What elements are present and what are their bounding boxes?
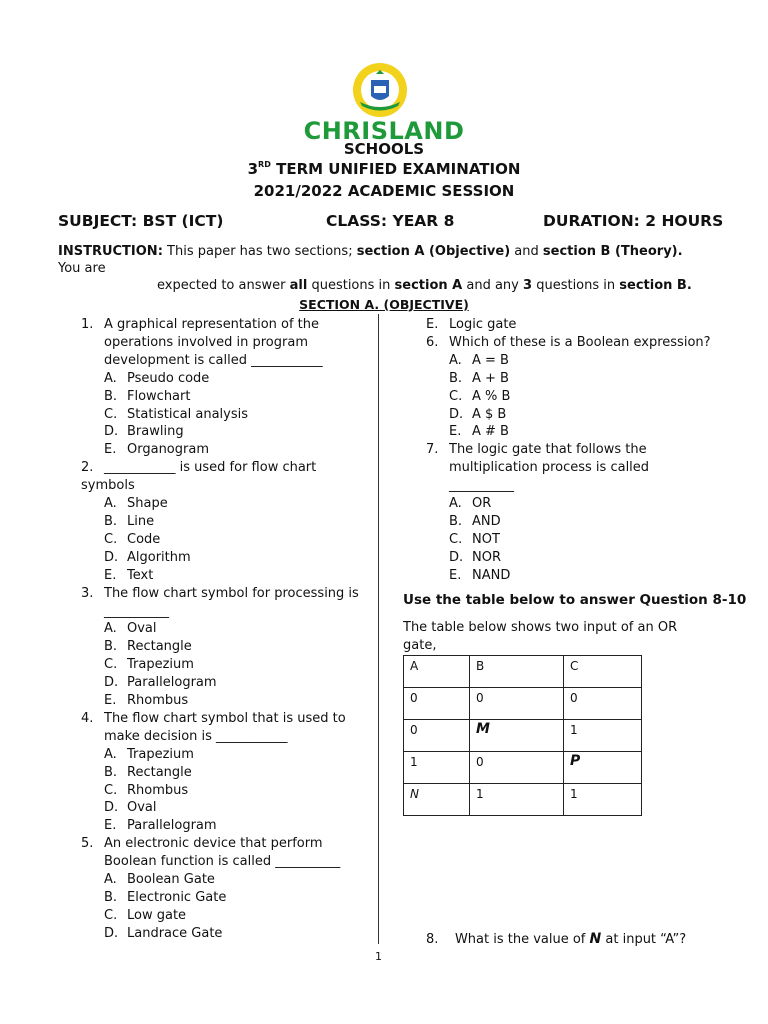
question-6: 6. Which of these is a Boolean expression? A. A = B B. A + B C. A % B D. A $ B E. A # B — [426, 334, 726, 441]
table-cell: 1 — [470, 784, 564, 816]
option-d[interactable]: D. Parallelogram — [104, 675, 217, 691]
table-cell: 1 — [404, 752, 470, 784]
table-row — [404, 656, 642, 688]
option-b[interactable]: B. Rectangle — [104, 639, 192, 655]
exam-title: 3RD TERM UNIFIED EXAMINATION — [247, 160, 521, 178]
question-3: 3. The flow chart symbol for processing is __________ A. Oval B. Rectangle C. Trapezium D. Parallelogram E. Rhombus — [81, 585, 371, 710]
table-row — [404, 688, 642, 720]
option-d[interactable]: D. A $ B — [449, 406, 507, 422]
option-a[interactable]: A. Trapezium — [104, 746, 194, 762]
option-d[interactable]: D. NOR — [449, 549, 501, 565]
table-cell: 0 — [404, 720, 470, 752]
option-e[interactable]: E. Organogram — [104, 442, 209, 458]
option-a[interactable]: A. Shape — [104, 496, 168, 512]
table-row — [404, 752, 642, 784]
page-number: 1 — [375, 950, 382, 963]
option-e[interactable]: E. NAND — [449, 567, 511, 583]
question-4: 4. The flow chart symbol that is used to make decision is ___________ A. Trapezium B. Rectangle C. Rhombus D. Oval E. Parallelogram — [81, 710, 371, 835]
option-c[interactable]: C. Statistical analysis — [104, 406, 248, 422]
table-cell: C — [564, 656, 642, 688]
section-a-heading: SECTION A. (OBJECTIVE) — [299, 297, 469, 312]
option-c[interactable]: C. Rhombus — [104, 782, 189, 798]
question-5-option-e[interactable]: E. Logic gate — [426, 317, 517, 332]
instruction-block: INSTRUCTION: This paper has two sections; section A (Objective) and section B (Theory). You are expected to answer all questions in section A and any 3 questions in section B. — [58, 244, 692, 293]
option-b[interactable]: B. Line — [104, 513, 155, 529]
table-intro-text: The table below shows two input of an OR gate, — [403, 620, 678, 653]
option-c[interactable]: C. A % B — [449, 388, 511, 404]
table-cell: 0 — [470, 688, 564, 720]
table-cell: A — [404, 656, 470, 688]
question-7: 7. The logic gate that follows the multiplication process is called __________ A. OR B. AND C. NOT D. NOR E. NAND — [426, 441, 726, 584]
option-e[interactable]: E. Text — [104, 567, 154, 583]
option-b[interactable]: B. Rectangle — [104, 764, 192, 780]
option-b[interactable]: B. AND — [449, 513, 501, 529]
school-brand-name: CHRISLAND — [303, 117, 465, 145]
option-e[interactable]: E. Parallelogram — [104, 818, 217, 834]
option-d[interactable]: D. Algorithm — [104, 549, 191, 565]
table-cell-m: M — [470, 720, 564, 752]
table-cell-n: N — [404, 784, 470, 816]
option-c[interactable]: C. Code — [104, 531, 161, 547]
subject-label: SUBJECT: BST (ICT) — [58, 212, 224, 230]
class-label: CLASS: YEAR 8 — [326, 212, 455, 230]
table-cell: 0 — [564, 688, 642, 720]
option-b[interactable]: B. A + B — [449, 370, 509, 386]
table-cell: B — [470, 656, 564, 688]
option-a[interactable]: A. Oval — [104, 621, 157, 637]
option-c[interactable]: C. Low gate — [104, 907, 187, 923]
question-5: 5. An electronic device that perform Boolean function is called __________ A. Boolean Gate B. Electronic Gate C. Low gate D. Landrace Gate — [81, 835, 371, 942]
option-a[interactable]: A. Boolean Gate — [104, 872, 215, 888]
option-b[interactable]: B. Electronic Gate — [104, 890, 227, 905]
option-a[interactable]: A. A = B — [449, 352, 509, 368]
table-instruction-heading: Use the table below to answer Question 8-10 — [403, 592, 747, 608]
option-e[interactable]: E. Rhombus — [104, 693, 189, 709]
right-question-column — [426, 316, 726, 585]
option-a[interactable]: A. Pseudo code — [104, 370, 210, 386]
column-divider — [378, 314, 379, 944]
option-c[interactable]: C. Trapezium — [104, 657, 194, 673]
left-question-column — [81, 316, 371, 943]
table-cell: 1 — [564, 720, 642, 752]
option-a[interactable]: A. OR — [449, 496, 492, 512]
question-1: 1. A graphical representation of the operations involved in program development is called ___________ A. Pseudo code B. Flowchart C. Statistical analysis D. Brawling E. Organogram — [81, 316, 371, 459]
school-brand-sub: SCHOOLS — [343, 140, 425, 158]
table-cell: 0 — [470, 752, 564, 784]
question-8: 8. What is the value of N at input “A”? — [426, 931, 687, 947]
option-d[interactable]: D. Oval — [104, 800, 157, 816]
table-cell: 1 — [564, 784, 642, 816]
or-gate-truth-table — [403, 655, 642, 816]
table-cell-p: P — [564, 752, 642, 784]
option-e[interactable]: E. A # B — [449, 424, 509, 440]
duration-label: DURATION: 2 HOURS — [543, 212, 724, 230]
academic-session: 2021/2022 ACADEMIC SESSION — [253, 182, 515, 200]
table-row — [404, 784, 642, 816]
option-c[interactable]: C. NOT — [449, 531, 500, 547]
option-b[interactable]: B. Flowchart — [104, 388, 191, 404]
school-crest-logo — [352, 62, 408, 118]
question-2: 2. ___________ is used for flow chart symbols A. Shape B. Line C. Code D. Algorithm E. Text — [81, 459, 371, 584]
table-row — [404, 720, 642, 752]
option-d[interactable]: D. Landrace Gate — [104, 925, 223, 941]
option-d[interactable]: D. Brawling — [104, 424, 184, 440]
table-cell: 0 — [404, 688, 470, 720]
